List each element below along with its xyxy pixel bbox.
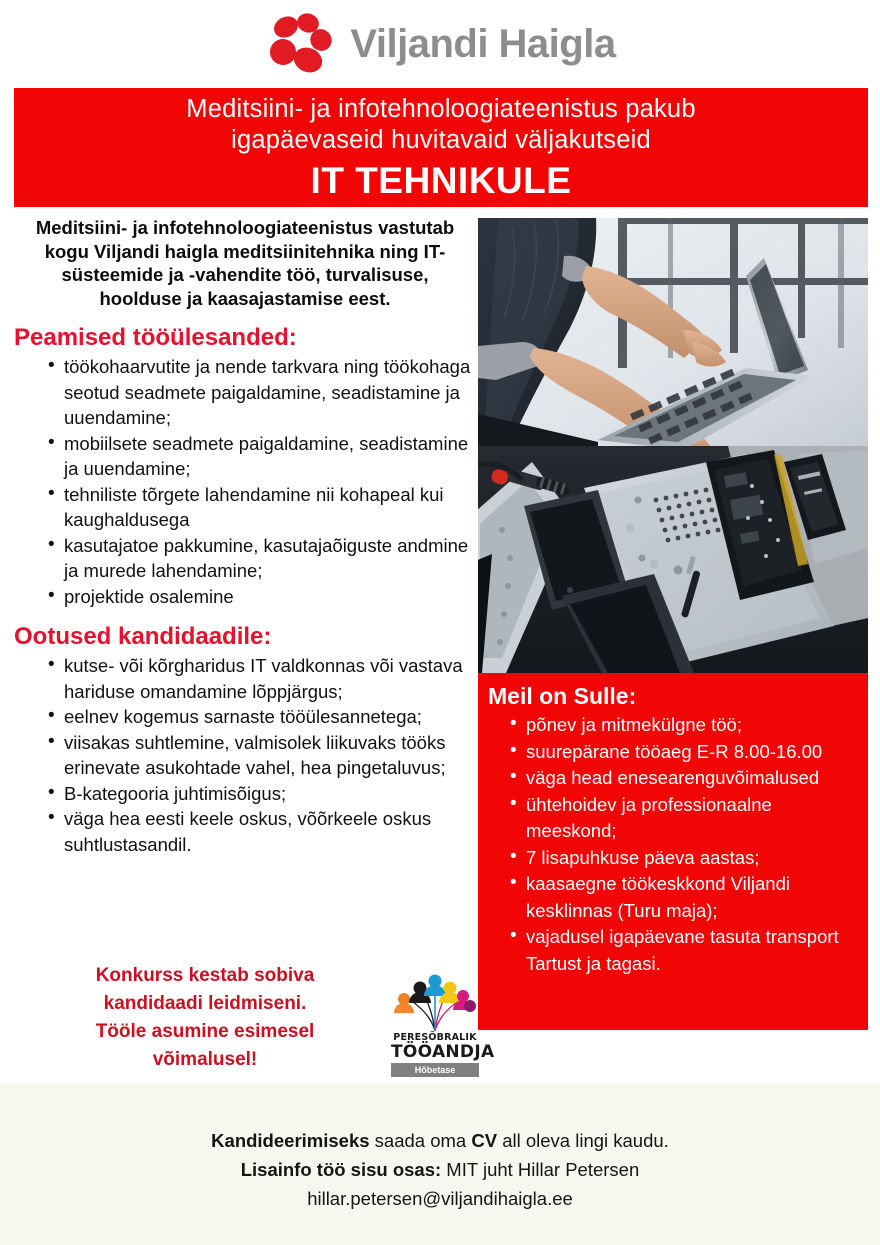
footer-apply-label: Kandideerimiseks <box>211 1130 370 1151</box>
list-item: • projektide osalemine <box>48 584 472 610</box>
family-friendly-employer-badge <box>391 968 495 1078</box>
left-content-column <box>14 216 472 857</box>
badge-word-tooandja: TÖÖANDJA <box>391 1042 495 1062</box>
list-item: • suurepärane tööaeg E-R 8.00-16.00 <box>510 739 864 766</box>
list-item: • 7 lisapuhkuse päeva aastas; <box>510 845 864 872</box>
closing-note-line-4: võimalusel! <box>152 1049 258 1070</box>
closing-note <box>40 962 370 1074</box>
closing-note-line-3: Tööle asumine esimesel <box>95 1021 315 1042</box>
offers-list <box>488 712 864 977</box>
list-item: • B-kategooria juhtimisõigus; <box>48 781 472 807</box>
list-item: • ühtehoidev ja professionaalne meeskond; <box>510 792 864 845</box>
family-friendly-employer-tree-icon <box>391 968 479 1032</box>
list-item: • tehniliste tõrgete lahendamine nii kohapeal kui kaughaldusega <box>48 482 472 533</box>
list-item: • kasutajatoe pakkumine, kasutajaõiguste andmine ja murede lahendamine; <box>48 533 472 584</box>
closing-note-line-2: kandidaadi leidmiseni. <box>103 993 307 1014</box>
brand-name: Viljandi Haigla <box>350 22 616 66</box>
title-band <box>14 88 868 207</box>
footer-cv-label: CV <box>471 1130 498 1151</box>
list-item: • kutse- või kõrgharidus IT valdkonnas või vastava hariduse omandamine lõppjärgus; <box>48 653 472 704</box>
footer-apply-line <box>0 1126 880 1155</box>
list-item: • väga hea eesti keele oskus, võõrkeele oskus suhtlustasandil. <box>48 806 472 857</box>
footer-contact-name: MIT juht Hillar Petersen <box>441 1159 640 1180</box>
contact-email[interactable]: hillar.petersen@viljandihaigla.ee <box>307 1188 573 1209</box>
offers-heading: Meil on Sulle: <box>488 683 637 709</box>
list-item: • eelnev kogemus sarnaste tööülesannetega; <box>48 704 472 730</box>
list-item: • mobiilsete seadmete paigaldamine, seadistamine ja uuendamine; <box>48 431 472 482</box>
title-line-1: Meditsiini- ja infotehnoloogiateenistus pakub <box>186 95 696 123</box>
workplace-photo <box>478 218 868 673</box>
offers-box <box>478 673 868 1030</box>
tasks-list <box>14 354 472 609</box>
list-item: • viisakas suhtlemine, valmisolek liikuvaks tööks erinevate asukohtade vahel, hea pingetaluvus; <box>48 730 472 781</box>
expectations-heading: Ootused kandidaadile: <box>14 623 272 650</box>
viljandi-haigla-flower-logo-icon <box>264 10 336 82</box>
list-item: • töökohaarvutite ja nende tarkvara ning töökohaga seotud seadmete paigaldamine, seadistamine ja uuendamine; <box>48 354 472 431</box>
intro-paragraph: Meditsiini- ja infotehnoloogiateenistus vastutab kogu Viljandi haigla meditsiinitehnika ning IT-süsteemide ja -vahendite töö, turvalisuse, hoolduse ja kaasajastamise eest. <box>35 217 455 309</box>
footer-apply-end: all oleva lingi kaudu. <box>497 1130 669 1151</box>
list-item: • põnev ja mitmekülgne töö; <box>510 712 864 739</box>
tasks-heading: Peamised tööülesanded: <box>14 324 297 351</box>
list-item: • vajadusel igapäevane tasuta transport Tartust ja tagasi. <box>510 924 864 977</box>
list-item: • kaasaegne töökeskkond Viljandi kesklinnas (Turu maja); <box>510 871 864 924</box>
badge-word-peresobralik: PERESÕBRALIK <box>393 1032 477 1043</box>
closing-note-line-1: Konkurss kestab sobiva <box>95 965 315 986</box>
title-line-2: igapäevaseid huvitavaid väljakutseid <box>231 126 651 154</box>
brand-header <box>0 0 880 88</box>
footer <box>0 1083 880 1245</box>
list-item: • väga head enesearenguvõimalused <box>510 765 864 792</box>
footer-contact-line <box>0 1155 880 1184</box>
job-role-title: IT TEHNIKULE <box>310 160 572 201</box>
expectations-list <box>14 653 472 857</box>
badge-level-label: Hõbetase <box>391 1063 479 1077</box>
footer-contact-label: Lisainfo töö sisu osas: <box>240 1159 442 1180</box>
footer-apply-mid: saada oma <box>369 1130 472 1151</box>
